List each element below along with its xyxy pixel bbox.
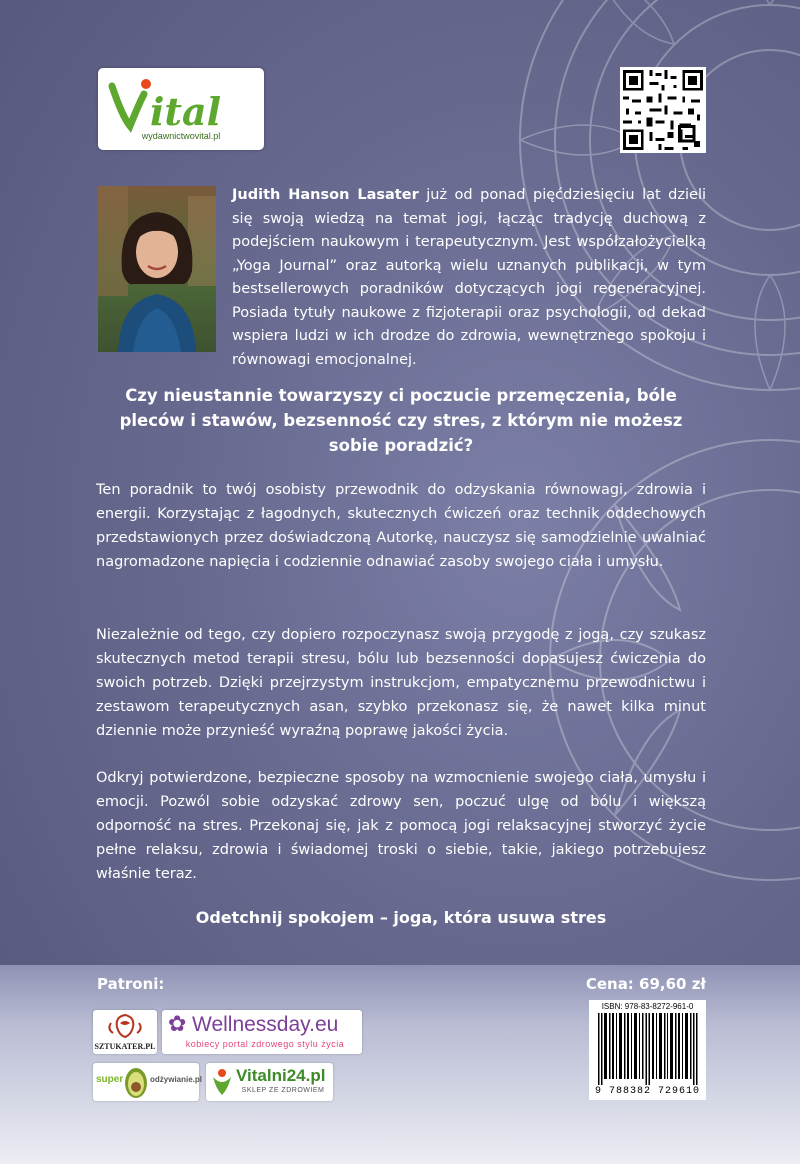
superodzywianie-logo [93, 1063, 203, 1101]
superodzywianie-odzywianie: odżywianie.pl [150, 1075, 203, 1084]
vital-url: wydawnictwovital.pl [141, 131, 221, 141]
tagline: Odetchnij spokojem – joga, która usuwa stres [195, 908, 607, 927]
qr-code [620, 67, 706, 153]
vitalni24-name: Vitalni24.pl [236, 1066, 326, 1085]
vitalni-figure-icon [210, 1067, 234, 1097]
avocado-icon [123, 1065, 149, 1099]
author-name: Judith Hanson Lasater [232, 187, 419, 203]
sztukater-text: SZTUKATER.PL [94, 1042, 156, 1051]
svg-text:ital: ital [150, 89, 222, 134]
flower-icon: ✿ [168, 1012, 187, 1037]
sztukater-logo [93, 1010, 157, 1054]
description-paragraph-1: Ten poradnik to twój osobisty przewodnik do odzyskania równowagi, zdrowia i energii. Korzystając z łagodnych, skutecznych ćwiczeń oraz technik oddechowych przedstawionych przez doświadczoną Autorkę, nauczysz się samodzielnie uwalniać nagromadzone napięcia i codziennie odnawiać zasoby swojego ciała i umysłu. [96, 482, 706, 570]
patrons-label: Patroni: [97, 975, 165, 993]
author-bio-text: już od ponad pięćdziesięciu lat dzieli się swoją wiedzą na temat jogi, łącząc tradycję duchową z podejściem naukowym i terapeutycznym. Jest współzałożycielką „Yoga Journal” oraz autorką wielu uznanych publikacji, w tym bestsellerowych poradników dotyczących jogi regeneracyjnej. Posiada tytuły naukowe z fizjoterapii oraz psychologii, od dekad wspiera ludzi w ich drodze do zdrowia, wewnętrznego spokoju i równowagi emocjonalnej. [232, 187, 706, 368]
wellnessday-subtitle: kobiecy portal zdrowego stylu życia [185, 1039, 345, 1049]
isbn-barcode [589, 1000, 706, 1100]
isbn-number: ISBN: 978-83-8272-961-0 [601, 1002, 694, 1011]
vitalni24-logo [206, 1063, 333, 1101]
vital-logo [98, 68, 264, 150]
author-bio [232, 184, 706, 372]
price: Cena: 69,60 zł [585, 975, 706, 993]
superodzywianie-super: super [96, 1074, 124, 1085]
barcode-bars [589, 1013, 706, 1085]
vitalni24-subtitle: SKLEP ZE ZDROWIEM [241, 1087, 325, 1094]
wellnessday-name: Wellnessday.eu [192, 1013, 339, 1036]
author-photo [98, 186, 216, 352]
wellnessday-logo [162, 1010, 362, 1054]
description-paragraph-3: Odkryj potwierdzone, bezpieczne sposoby na wzmocnienie swojego ciała, umysłu i emocji. Pozwól sobie odzyskać zdrowy sen, poczuć ulgę od bólu i większą odporność na stres. Przekonaj się, jak z pomocą jogi relaksacyjnej stworzyć życie pełne relaksu, zdrowia i świadomej troski o siebie, takie, jakiego potrzebujesz właśnie teraz. [96, 770, 706, 882]
sztukater-icon [93, 1011, 157, 1041]
ean-number: 9 788382 729610 [594, 1086, 700, 1097]
headline-question: Czy nieustannie towarzyszy ci poczucie przemęczenia, bóle pleców i stawów, bezsenność czy stres, z którym nie możesz sobie poradzić? [119, 386, 683, 455]
description-paragraph-2: Niezależnie od tego, czy dopiero rozpoczynasz swoją przygodę z jogą, czy szukasz skutecznych metod terapii stresu, bólu lub bezsenności dopasujesz ćwiczenia do swoich potrzeb. Dzięki przejrzystym instrukcjom, empatycznemu przewodnictwu i zestawom terapeutycznych asan, szybko przekonasz się, że nawet kilka minut dziennie może przynieść wyraźną poprawę jakości życia. [96, 627, 706, 739]
